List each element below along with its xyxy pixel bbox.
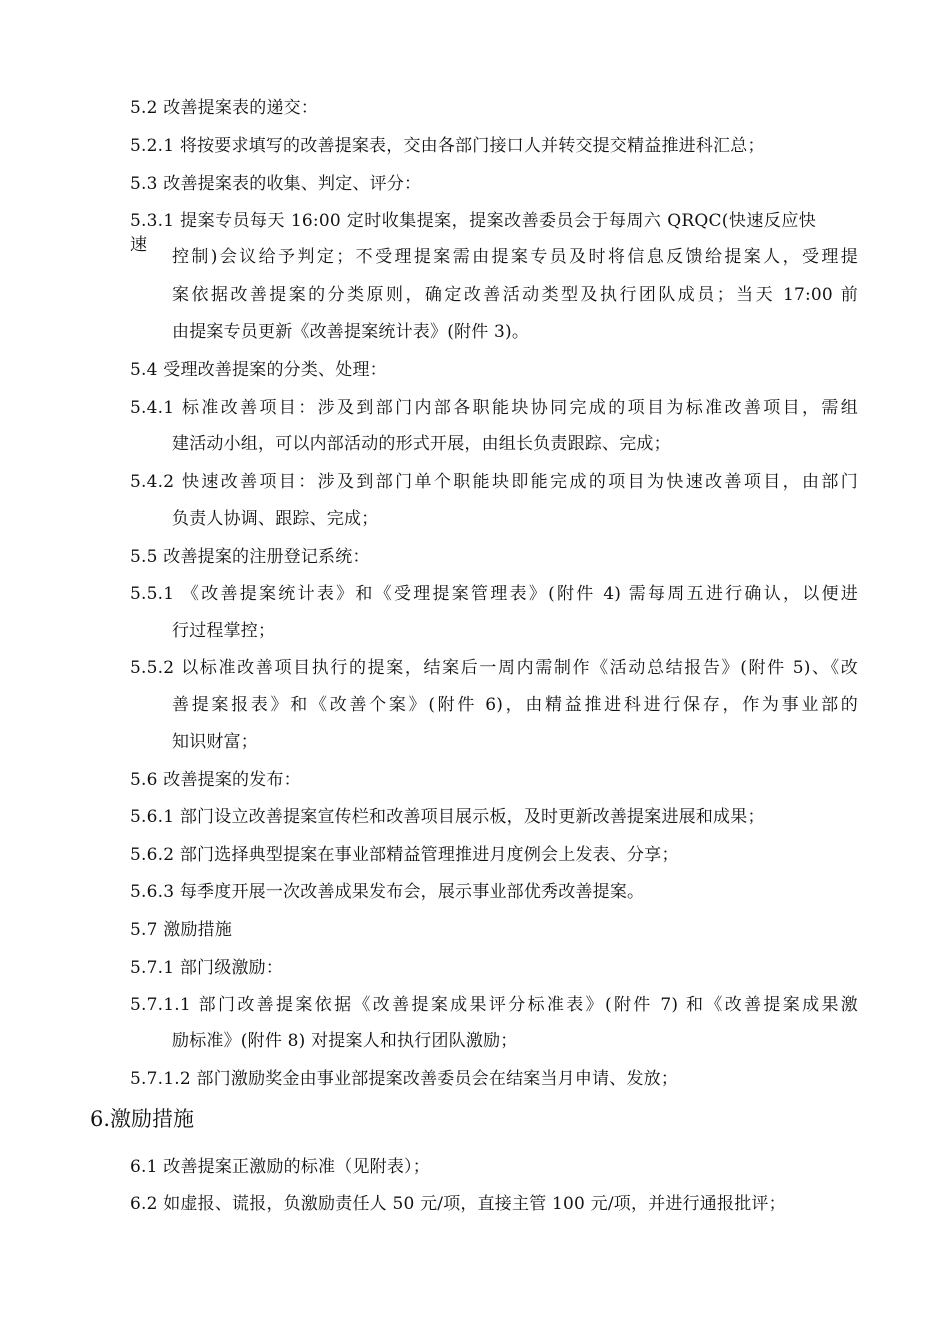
line-5-5-2-cont2: 知识财富； [172,732,258,752]
line-5-3-1-cont3: 由提案专员更新《改善提案统计表》(附件 3)。 [172,322,530,342]
line-5-4-2-cont: 负责人协调、跟踪、完成； [172,509,379,529]
line-5-5-2: 5.5.2 以标准改善项目执行的提案，结案后一周内需制作《活动总结报告》(附件 5)、《改 [130,658,858,678]
line-5-5: 5.5 改善提案的注册登记系统： [130,547,370,567]
line-5-7-1: 5.7.1 部门级激励： [130,958,284,978]
line-6-1: 6.1 改善提案正激励的标准（见附表）； [130,1157,430,1177]
line-5-2-1: 5.2.1 将按要求填写的改善提案表，交由各部门接口人并转交提交精益推进科汇总； [130,136,765,156]
line-5-4-1: 5.4.1 标准改善项目：涉及到部门内部各职能块协同完成的项目为标准改善项目，需组 [130,398,858,418]
line-5-4-2: 5.4.2 快速改善项目：涉及到部门单个职能块即能完成的项目为快速改善项目，由部门 [130,472,858,492]
line-6-2: 6.2 如虚报、谎报，负激励责任人 50 元/项，直接主管 100 元/项，并进行通报批评； [130,1194,786,1214]
line-5-3-1-cont1: 控制)会议给予判定；不受理提案需由提案专员及时将信息反馈给提案人，受理提 [172,247,858,267]
line-5-4-1-cont: 建活动小组，可以内部活动的形式开展，由组长负责跟踪、完成； [172,434,671,454]
line-5-3-1: 5.3.1 提案专员每天 16:00 定时收集提案，提案改善委员会于每周六 QRQC(快速反应快速 [130,211,816,255]
line-5-7-1-2: 5.7.1.2 部门激励奖金由事业部提案改善委员会在结案当月申请、发放； [130,1069,679,1089]
line-5-7: 5.7 激励措施 [130,920,233,940]
line-5-7-1-1-cont: 励标准》(附件 8) 对提案人和执行团队激励； [172,1031,518,1051]
line-5-6-2: 5.6.2 部门选择典型提案在事业部精益管理推进月度例会上发表、分享； [130,845,679,865]
line-5-7-1-1: 5.7.1.1 部门改善提案依据《改善提案成果评分标准表》(附件 7) 和《改善提案成果激 [130,995,858,1015]
line-5-5-1-cont: 行过程掌控； [172,621,276,641]
line-5-4: 5.4 受理改善提案的分类、处理： [130,360,387,380]
line-5-6-3: 5.6.3 每季度开展一次改善成果发布会，展示事业部优秀改善提案。 [130,882,645,902]
line-5-2: 5.2 改善提案表的递交： [130,98,319,118]
line-5-5-1: 5.5.1 《改善提案统计表》和《受理提案管理表》(附件 4) 需每周五进行确认，以便进 [130,584,858,604]
section-6-heading: 6.激励措施 [90,1107,195,1131]
line-5-3-1-cont2: 案依据改善提案的分类原则，确定改善活动类型及执行团队成员；当天 17:00 前 [172,285,858,305]
line-5-5-2-cont1: 善提案报表》和《改善个案》(附件 6)，由精益推进科进行保存，作为事业部的 [172,695,858,715]
line-5-3: 5.3 改善提案表的收集、判定、评分： [130,174,422,194]
line-5-6: 5.6 改善提案的发布： [130,770,301,790]
line-5-6-1: 5.6.1 部门设立改善提案宣传栏和改善项目展示板，及时更新改善提案进展和成果； [130,807,765,827]
